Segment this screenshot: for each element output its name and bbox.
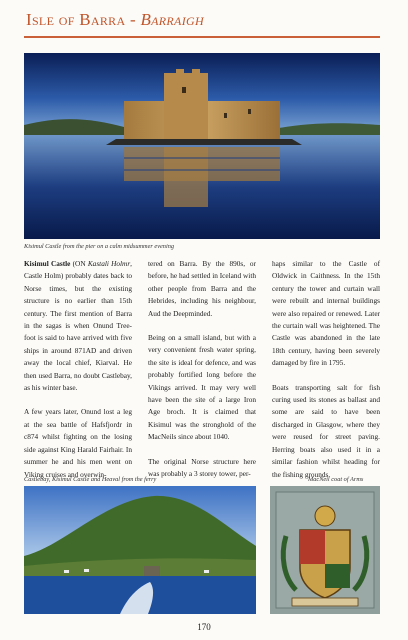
page-title [26,10,204,30]
paragraph [24,258,132,394]
paragraph-italic: Kastali Holmr [87,259,131,268]
title-gaelic: Barraigh [140,10,204,29]
coat-of-arms-illustration [270,486,380,614]
title-rule [24,36,380,38]
castle-photo-illustration [24,53,380,239]
right-photo-caption: MacNeil coat of Arms [308,476,364,483]
text-column-1 [24,258,132,481]
paragraph: Boats transporting salt for fish curing used its stones as ballast and some are said to have been discharged in Glasgow, where they were reused for street paving. Herring boats also used it in a similar fashion whilst heading for the fishing grounds. [272,382,380,479]
hero-caption: Kisimul Castle from the pier on a calm midsummer evening [24,243,175,250]
paragraph: A few years later, Onund lost a leg at the sea battle of Hafsfjordr in c874 whilst fighting on the losing side against King Harald Fairhair. In summer he and his men went on Viking cruises and overwin- [24,407,132,479]
hero-photo-kisimul-castle [24,53,380,239]
title-english: Isle of Barra [26,10,126,29]
castlebay-ferry-photo [24,486,256,614]
paragraph: The original Norse structure here was probably a 3 storey tower, per- [148,456,256,479]
text-column-2 [148,258,256,481]
paragraph: tered on Barra. By the 890s, or before, he had settled in Iceland with other people from Barra and the Hebrides, including his neighbour, Aud the Deepminded. [148,259,256,318]
text-column-3 [272,258,380,481]
paragraph-text: (ON [70,259,88,268]
castlebay-photo-illustration [24,486,256,614]
title-separator: - [125,10,141,29]
page-number: 170 [197,622,211,632]
coat-of-arms-photo [270,486,380,614]
paragraph: Being on a small island, but with a very convenient fresh water spring, the site is ideal for defence, and was probably fortified long before the Vikings arrived. It may very well have been the site of a large Iron Age broch. It is claimed that Kisimul was the stronghold of the MacNeils since about 1040. [148,333,256,442]
paragraph: haps similar to the Castle of Oldwick in Caithness. In the 15th century the tower and curtain wall were rebuilt and internal buildings were also repaired or renewed. Later the curtain wall was heightened. The Castle was abandoned in the late 18th century, having been severely damaged by fire in 1795. [272,259,380,368]
paragraph-lead: Kisimul Castle [24,259,71,268]
left-photo-caption: Castlebay, Kisimul Castle and Heaval from the ferry [24,476,157,483]
paragraph-text: , Castle Holm) probably dates back to Norse times, but the existing structure is no earlier than 15th century. The first mention of Barra in the sagas is when Onund Tree-foot is said to have arrived with five ships in around 871AD and driven away the local chief, Kiarval. He then used Barra, no doubt Castlebay, as his winter base. [24,259,132,393]
